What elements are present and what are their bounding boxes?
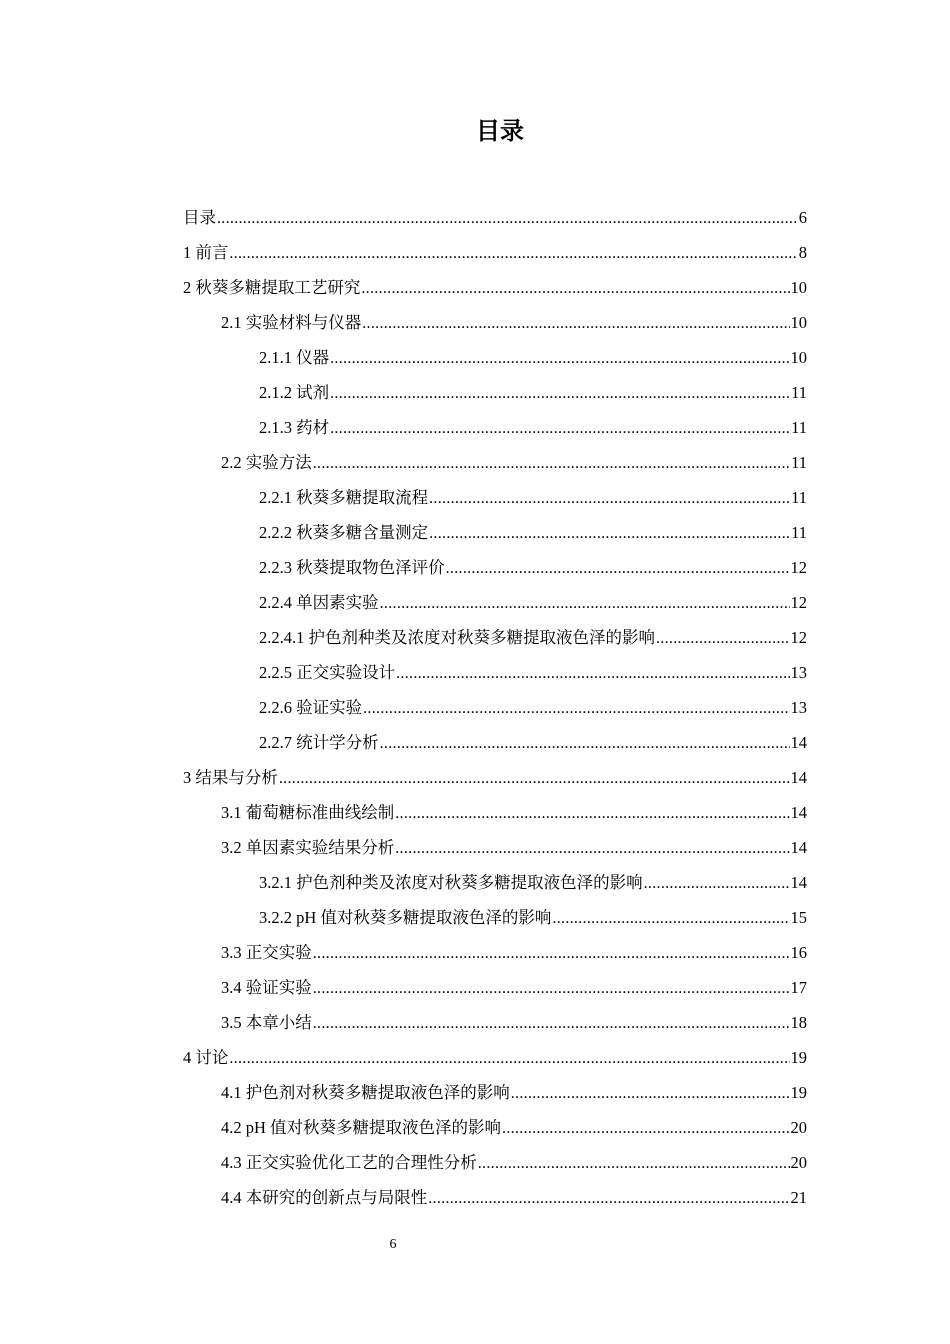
toc-entry[interactable] xyxy=(221,1004,807,1039)
toc-entry-page: 14 xyxy=(790,873,807,892)
toc-entry[interactable] xyxy=(183,1039,807,1074)
toc-dot-leader xyxy=(380,733,790,753)
toc-entry-page: 21 xyxy=(790,1188,807,1207)
toc-entry[interactable] xyxy=(259,479,807,514)
toc-entry-page: 12 xyxy=(790,628,807,647)
toc-dot-leader xyxy=(217,208,798,228)
toc-dot-leader xyxy=(362,313,789,333)
toc-entry[interactable] xyxy=(259,619,807,654)
toc-dot-leader xyxy=(644,873,790,893)
toc-entry-page: 6 xyxy=(798,208,807,227)
toc-entry-title: 2.1.2 试剂 xyxy=(259,383,330,402)
toc-dot-leader xyxy=(330,418,790,438)
toc-dot-leader xyxy=(313,453,790,473)
toc-entry-page: 20 xyxy=(790,1118,807,1137)
toc-entry-page: 13 xyxy=(790,663,807,682)
toc-entry-page: 10 xyxy=(790,348,807,367)
toc-entry[interactable] xyxy=(259,584,807,619)
toc-dot-leader xyxy=(330,348,789,368)
toc-dot-leader xyxy=(279,768,790,788)
toc-entry-page: 11 xyxy=(791,383,807,402)
toc-entry-page: 8 xyxy=(798,243,807,262)
toc-entry-page: 17 xyxy=(790,978,807,997)
toc-entry-title: 3.4 验证实验 xyxy=(221,978,312,997)
toc-entry[interactable] xyxy=(221,829,807,864)
toc-dot-leader xyxy=(429,523,790,543)
toc-entry-title: 2.1.1 仪器 xyxy=(259,348,330,367)
toc-entry-title: 3 结果与分析 xyxy=(183,768,278,787)
toc-entry[interactable] xyxy=(259,864,807,899)
toc-entry-page: 10 xyxy=(790,313,807,332)
page-number: 6 xyxy=(389,1237,397,1252)
toc-dot-leader xyxy=(511,1083,790,1103)
toc-entry-title: 4.2 pH 值对秋葵多糖提取液色泽的影响 xyxy=(221,1118,502,1137)
toc-entry-title: 3.5 本章小结 xyxy=(221,1013,312,1032)
toc-entry-page: 10 xyxy=(790,278,807,297)
toc-entry-title: 2.1 实验材料与仪器 xyxy=(221,313,362,332)
toc-dot-leader xyxy=(656,628,790,648)
toc-entry-title: 2.2.6 验证实验 xyxy=(259,698,363,717)
toc-entry-page: 19 xyxy=(790,1083,807,1102)
toc-entry[interactable] xyxy=(221,794,807,829)
toc-entry-page: 11 xyxy=(791,488,807,507)
toc-entry-title: 目录 xyxy=(183,208,216,227)
toc-dot-leader xyxy=(478,1153,790,1173)
toc-entry-title: 4.3 正交实验优化工艺的合理性分析 xyxy=(221,1153,477,1172)
toc-dot-leader xyxy=(395,803,789,823)
toc-dot-leader xyxy=(313,1013,790,1033)
toc-entry-page: 18 xyxy=(790,1013,807,1032)
toc-entry-page: 11 xyxy=(791,523,807,542)
toc-dot-leader xyxy=(313,943,790,963)
toc-dot-leader xyxy=(502,1118,789,1138)
toc-entry-page: 19 xyxy=(790,1048,807,1067)
toc-dot-leader xyxy=(395,838,789,858)
toc-entry-title: 3.3 正交实验 xyxy=(221,943,312,962)
toc-entry-page: 14 xyxy=(790,733,807,752)
toc-entry-title: 2.2.2 秋葵多糖含量测定 xyxy=(259,523,429,542)
toc-dot-leader xyxy=(552,908,789,928)
toc-entry-title: 3.2 单因素实验结果分析 xyxy=(221,838,395,857)
toc-dot-leader xyxy=(363,698,789,718)
toc-entry-title: 1 前言 xyxy=(183,243,229,262)
toc-entry[interactable] xyxy=(259,654,807,689)
toc-entry-page: 12 xyxy=(790,558,807,577)
toc-entry-title: 2.2 实验方法 xyxy=(221,453,312,472)
toc-entry[interactable] xyxy=(183,759,807,794)
toc-entry[interactable] xyxy=(183,234,807,269)
toc-entry[interactable] xyxy=(221,934,807,969)
toc-dot-leader xyxy=(380,593,790,613)
toc-entry[interactable] xyxy=(259,514,807,549)
toc-entry-title: 2.2.7 统计学分析 xyxy=(259,733,379,752)
toc-entry-title: 4.4 本研究的创新点与局限性 xyxy=(221,1188,428,1207)
toc-entry[interactable] xyxy=(259,689,807,724)
toc-dot-leader xyxy=(396,663,789,683)
toc-entry[interactable] xyxy=(221,304,807,339)
toc-entry[interactable] xyxy=(221,444,807,479)
toc-entry-page: 14 xyxy=(790,838,807,857)
toc-dot-leader xyxy=(229,243,797,263)
toc-entry-title: 2.2.4 单因素实验 xyxy=(259,593,379,612)
toc-entry-title: 4.1 护色剂对秋葵多糖提取液色泽的影响 xyxy=(221,1083,510,1102)
toc-entry[interactable] xyxy=(259,899,807,934)
toc-entry[interactable] xyxy=(221,969,807,1004)
toc-entry[interactable] xyxy=(221,1144,807,1179)
toc-entry-title: 3.2.1 护色剂种类及浓度对秋葵多糖提取液色泽的影响 xyxy=(259,873,643,892)
toc-entry-title: 3.1 葡萄糖标准曲线绘制 xyxy=(221,803,395,822)
toc-entry-page: 12 xyxy=(790,593,807,612)
toc-entry-title: 2.1.3 药材 xyxy=(259,418,330,437)
toc-dot-leader xyxy=(428,1188,789,1208)
page-title: 目录 xyxy=(476,117,524,145)
toc-entry[interactable] xyxy=(259,409,807,444)
toc-dot-leader xyxy=(330,383,790,403)
toc-entry[interactable] xyxy=(183,199,807,234)
toc-dot-leader xyxy=(429,488,790,508)
toc-entry[interactable] xyxy=(259,724,807,759)
toc-entry-page: 13 xyxy=(790,698,807,717)
toc-entry-page: 20 xyxy=(790,1153,807,1172)
toc-entry-page: 14 xyxy=(790,803,807,822)
toc-dot-leader xyxy=(446,558,790,578)
toc-entry-title: 2.2.1 秋葵多糖提取流程 xyxy=(259,488,429,507)
toc-entry-title: 4 讨论 xyxy=(183,1048,229,1067)
toc-entry[interactable] xyxy=(259,339,807,374)
toc-entry-page: 11 xyxy=(791,453,807,472)
toc-dot-leader xyxy=(229,1048,789,1068)
toc-entry[interactable] xyxy=(221,1109,807,1144)
toc-entry-title: 2.2.5 正交实验设计 xyxy=(259,663,396,682)
toc-entry-page: 16 xyxy=(790,943,807,962)
toc-entry-title: 2.2.3 秋葵提取物色泽评价 xyxy=(259,558,445,577)
toc-entry[interactable] xyxy=(259,374,807,409)
toc-entry[interactable] xyxy=(221,1179,807,1214)
toc-entry-page: 14 xyxy=(790,768,807,787)
toc-entry[interactable] xyxy=(259,549,807,584)
toc-entry-page: 11 xyxy=(791,418,807,437)
toc-entry-title: 2.2.4.1 护色剂种类及浓度对秋葵多糖提取液色泽的影响 xyxy=(259,628,655,647)
toc-dot-leader xyxy=(361,278,789,298)
toc-entry-title: 3.2.2 pH 值对秋葵多糖提取液色泽的影响 xyxy=(259,908,552,927)
toc-dot-leader xyxy=(313,978,790,998)
toc-entry-page: 15 xyxy=(790,908,807,927)
toc-entry[interactable] xyxy=(183,269,807,304)
toc-entry[interactable] xyxy=(221,1074,807,1109)
toc-entry-title: 2 秋葵多糖提取工艺研究 xyxy=(183,278,361,297)
